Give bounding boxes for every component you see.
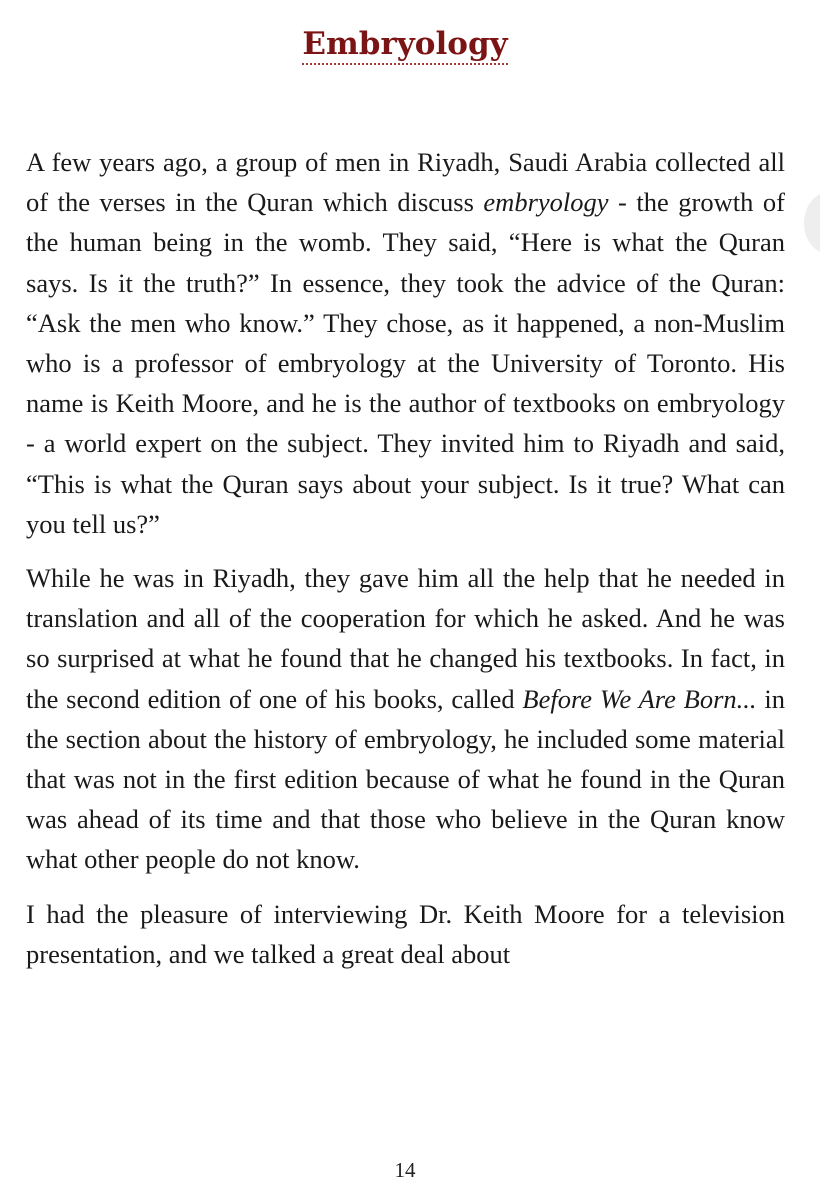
paragraph-1-text-after: - the growth of the human being in the womb. They said, “Here is what the Quran says. Is it the truth?” In essence, they took the advice of the Quran: “Ask the men who know.” They chose, as it happened, a non-Muslim who is a professor of embryology at the University of Toronto. His name is Keith Moore, and he is the author of textbooks on embryology - a world expert on the subject. They invited him to Riyadh and said, “This is what the Quran says about your subject. Is it true? What can you tell us?” [26,187,785,539]
paragraph-1-text-before: A few years ago, a group of men in Riyadh, Saudi Arabia collected all of the verses in the Quran which discuss [26,147,785,218]
paragraph-2-text-after: in the section about the history of embryology, he included some material that was not in the first edition because of what he found in the Quran was ahead of its time and that those who believe in the Quran know what other people do not know. [26,683,785,875]
paragraph-1-italic-term: embryology [483,187,609,218]
paragraph-2-italic-book-title: Before We Are Born... [522,683,757,714]
chapter-title [0,26,810,63]
body-text [26,142,785,988]
chapter-title-text: Embryology [302,26,507,65]
paragraph-2 [26,558,785,880]
paragraph-3-text-before: I had the pleasure of interviewing Dr. Keith Moore for a television presentation, and we talked a great deal about [26,898,785,969]
paragraph-3 [26,894,785,974]
page-turn-edge[interactable] [804,192,820,254]
paragraph-1 [26,142,785,544]
paragraph-2-text-before: While he was in Riyadh, they gave him all the help that he needed in translation and all of the cooperation for which he asked. And he was so surprised at what he found that he changed his textbooks. In fact, in the second edition of one of his books, called [26,563,785,714]
page-number: 14 [394,1158,416,1182]
